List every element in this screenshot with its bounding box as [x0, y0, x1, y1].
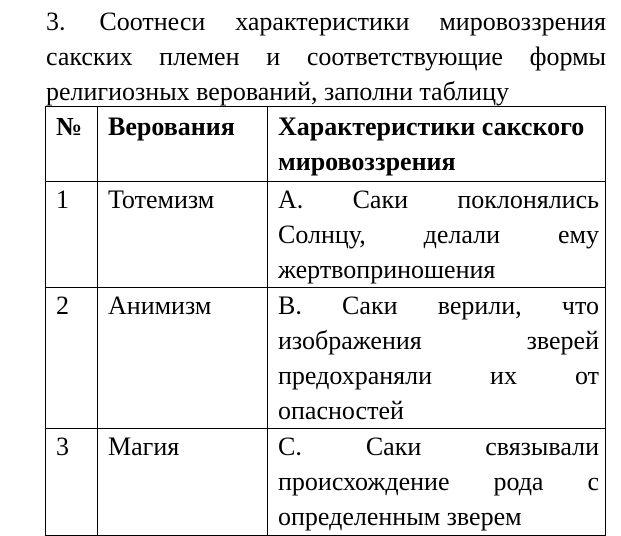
header-number: № — [46, 107, 98, 182]
row-characteristic — [268, 429, 606, 536]
characteristic-line: Солнцу, делали ему — [278, 220, 599, 249]
characteristic-line: предохраняли их от — [278, 361, 599, 390]
row-belief: Тотемизм — [98, 182, 268, 288]
characteristic-line: жертвоприношения — [278, 255, 496, 284]
header-beliefs: Верования — [98, 107, 268, 182]
characteristic-line: опасностей — [278, 396, 404, 425]
characteristic-line: С. Саки связывали — [278, 432, 599, 461]
characteristic-line: В. Саки верили, что — [278, 291, 599, 320]
characteristic-line: А. Саки поклонялись — [278, 185, 599, 214]
task-text: Соотнеси характеристики мировоззрения сакских племен и соответствующие формы религиозных верований, заполни таблицу — [46, 7, 606, 106]
row-number: 3 — [46, 429, 98, 536]
row-number: 1 — [46, 182, 98, 288]
characteristic-line: происхождение рода с — [278, 467, 599, 496]
task-number: 3. — [46, 7, 66, 36]
task-statement — [46, 4, 606, 109]
row-characteristic — [268, 288, 606, 429]
table-header-row — [46, 107, 606, 182]
characteristic-line: изображения зверей — [278, 326, 599, 355]
beliefs-table — [45, 106, 606, 536]
table-row — [46, 288, 606, 429]
row-belief: Анимизм — [98, 288, 268, 429]
table-row — [46, 182, 606, 288]
table-row — [46, 429, 606, 536]
row-characteristic — [268, 182, 606, 288]
row-number: 2 — [46, 288, 98, 429]
header-characteristics: Характеристики сакского мировоззрения — [268, 107, 606, 182]
characteristic-line: определенным зверем — [278, 502, 522, 531]
row-belief: Магия — [98, 429, 268, 536]
